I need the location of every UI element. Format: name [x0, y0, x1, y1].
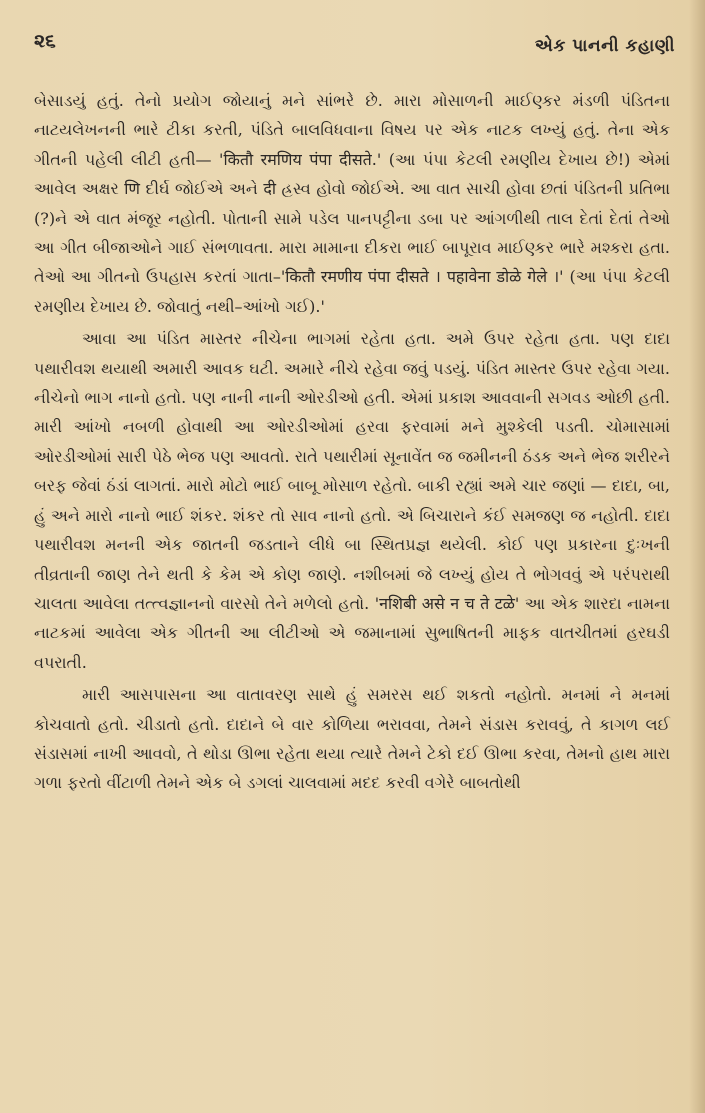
- paragraph: બેસાડયું હતું. તેનો પ્રયોગ જોયાનું મને સાંભરે છે. મારા મોસાળની માઈણ્કર મંડળી પંડિતના નાટયલેખનની ભારે ટીકા કરતી, પંડિતે બાલવિધવાના વિષય પર એક નાટક લખ્યું હતું. તેના એક ગીતની પહેલી લીટી હતી— 'कितौ रमणिय पंपा दीसते.' (આ પંપા કેટલી રમણીય દેખાય છે!) એમાં આવેલ અક્ષર णि દીર્ઘ જોઈએ અને दी હ્રસ્વ હોવો જોઈએ. આ વાત સાચી હોવા છતાં પંડિતની પ્રતિભા (?)ને એ વાત મંજૂર નહોતી. પોતાની સામે પડેલ પાનપટ્ટીના ડબા પર આંગળીથી તાલ દેતાં દેતાં તેઓ આ ગીત બીજાઓને ગાઈ સંભળાવતા. મારા મામાના દીકરા ભાઈ બાપૂરાવ માઈણ્કર ભારે મશ્કરા હતા. તેઓ આ ગીતનો ઉપહાસ કરતાં ગાતા–'कितौ रमणीय पंपा दीसते । पहावेना डोळे गेले ।' (આ પંપા કેટલી રમણીય દેખાય છે. જોવાતું નથી–આંખો ગઈ).': [34, 91, 670, 316]
- page-number: ૨૬: [34, 30, 56, 52]
- paragraph: આવા આ પંડિત માસ્તર નીચેના ભાગમાં રહેતા હતા. અમે ઉપર રહેતા હતા. પણ દાદા પથારીવશ થયાથી અમારી આવક ઘટી. અમારે નીચે રહેવા જવું પડયું. પંડિત માસ્તર ઉપર રહેવા ગયા. નીચેનો ભાગ નાનો હતો. પણ નાની નાની ઓરડીઓ હતી. એમાં પ્રકાશ આવવાની સગવડ ઓછી હતી. મારી આંખો નબળી હોવાથી આ ઓરડીઓમાં હરવા ફરવામાં મને મુશ્કેલી પડતી. ચોમાસામાં ઓરડીઓમાં સારી પેઠે ભેજ પણ આવતો. રાતે પથારીમાં સૂનાવેંત જ જમીનની ઠંડક અને ભેજ શરીરને બરફ જેવાં ઠંડાં લાગતાં. મારો મોટો ભાઈ બાબૂ મોસાળ રહેતો. બાકી રહ્યાં અમે ચાર જણાં — દાદા, બા, હું અને મારો નાનો ભાઈ શંકર. શંકર તો સાવ નાનો હતો. એ બિચારાને કંઈ સમજણ જ નહોતી. દાદા પથારીવશ મનની એક જાતની જડતાને લીધે બા સ્થિતપ્રજ્ઞ થયેલી. કોઈ પણ પ્રકારના દુઃખની તીવ્રતાની જાણ તેને થતી કે કેમ એ કોણ જાણે. નશીબમાં જે લખ્યું હોય તે ભોગવવું એ પરંપરાથી ચાલતા આવેલા તત્ત્વજ્ઞાનનો વારસો તેને મળેલો હતો. 'नशिबी असे न च ते टळे' આ એક શારદા નામના નાટકમાં આવેલા એક ગીતની આ લીટીઓ એ જમાનામાં સુભાષિતની માફક વાતચીતમાં હરઘડી વપરાતી.: [34, 329, 670, 672]
- running-title: એક પાનની કહાણી: [534, 36, 675, 56]
- body-text: [34, 86, 670, 798]
- page-header: [34, 30, 675, 64]
- page-edge-shadow: [689, 0, 705, 1113]
- paragraph: મારી આસપાસના આ વાતાવરણ સાથે હું સમરસ થઈ શકતો નહોતો. મનમાં ને મનમાં કોચવાતો હતો. ચીડાતો હતો. દાદાને બે વાર કોળિયા ભરાવવા, તેમને સંડાસ કરાવવું, તે કાગળ લઈ સંડાસમાં નાખી આવવો, તે થોડા ઊભા રહેતા થયા ત્યારે તેમને ટેકો દઈ ઊભા કરવા, તેમનો હાથ મારા ગળા ફરતો વીંટાળી તેમને એક બે ડગલાં ચાલવામાં મદદ કરવી વગેરે બાબતોથી: [34, 685, 670, 793]
